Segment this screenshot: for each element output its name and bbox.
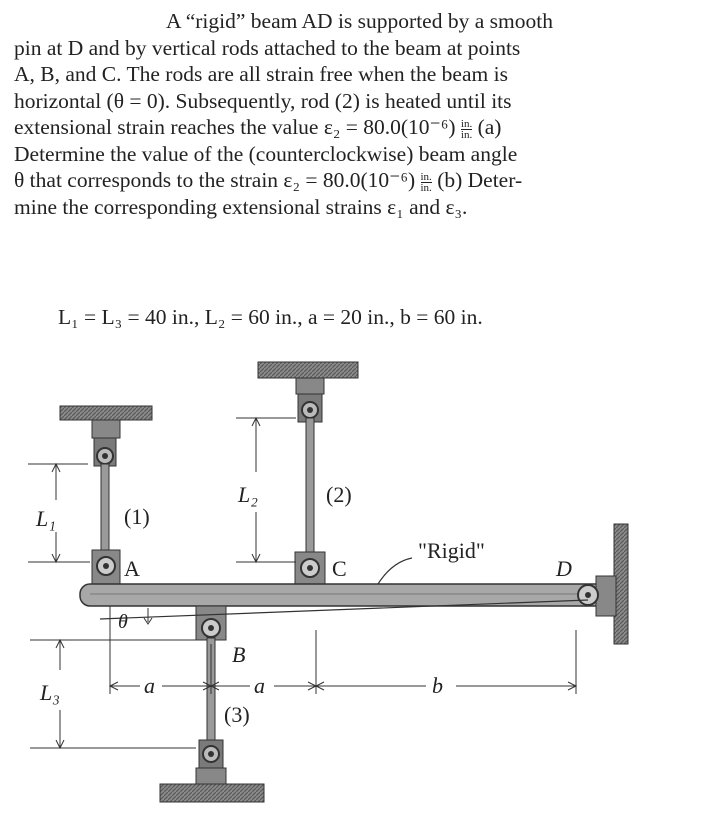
part-b-label: (b) Deter- [437, 168, 523, 192]
label-B: B [232, 642, 246, 667]
problem-line-5-text: extensional strain reaches the value ε₂ = 80.0(10⁻⁶) [14, 115, 456, 139]
support-top-1 [60, 406, 152, 466]
unit-fraction-2: $\frac{in.}{in.}$ [420, 170, 432, 194]
beam-figure [0, 344, 712, 819]
problem-line-8: mine the corresponding extensional strains ε₁ and ε₃. [14, 194, 468, 219]
label-theta: θ [118, 611, 128, 633]
label-L2: L₂ [238, 482, 258, 507]
given-values: L₁ = L₃ = 40 in., L₂ = 60 in., a = 20 in., b = 60 in. [58, 305, 483, 329]
problem-line-7-text: θ that corresponds to the strain ε₂ = 80.0(10⁻⁶) [14, 168, 416, 192]
label-rod-2: (2) [326, 482, 352, 507]
rod-2 [306, 418, 314, 556]
problem-line-2: pin at D and by vertical rods attached to the beam at points [14, 35, 521, 60]
pin-C [295, 552, 325, 586]
support-bottom-3 [160, 740, 264, 802]
label-L1: L₁ [36, 506, 56, 531]
label-b: b [432, 673, 443, 698]
problem-line-4: horizontal (θ = 0). Subsequently, rod (2) is heated until its [14, 88, 512, 113]
pin-A [92, 550, 120, 584]
problem-line-5 [14, 114, 700, 141]
label-a-1: a [144, 673, 155, 698]
label-rod-1: (1) [124, 504, 150, 529]
unit-fraction-1: $\frac{in.}{in.}$ [460, 117, 473, 141]
label-D: D [556, 556, 572, 581]
pin-B [196, 606, 226, 640]
rigid-leader-line [378, 558, 412, 584]
problem-line-7 [14, 167, 700, 194]
problem-statement [14, 8, 700, 220]
label-L3: L₃ [40, 680, 60, 705]
label-C: C [332, 556, 347, 581]
problem-line-3: A, B, and C. The rods are all strain free when the beam is [14, 62, 508, 86]
rod-1 [101, 464, 109, 554]
support-top-2 [258, 362, 358, 422]
problem-line-1: A “rigid” beam AD is supported by a smooth [166, 9, 553, 33]
label-A: A [124, 556, 140, 581]
label-rigid: "Rigid" [418, 538, 485, 563]
label-rod-3: (3) [224, 702, 250, 727]
label-a-2: a [254, 673, 265, 698]
part-a-label: (a) [477, 115, 502, 139]
problem-line-6: Determine the value of the (counterclockwise) beam angle [14, 141, 518, 166]
